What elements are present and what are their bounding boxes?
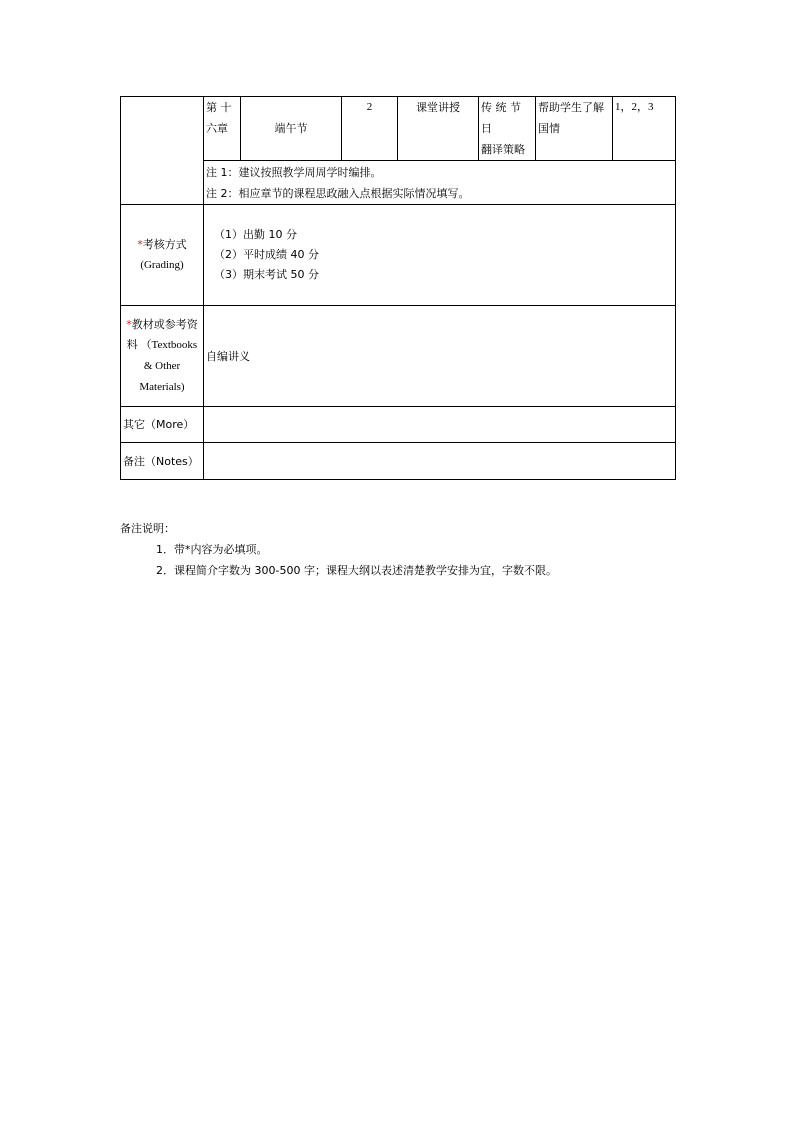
chapter-line-2: 六章 — [206, 122, 228, 135]
grading-content-cell — [204, 205, 676, 306]
textbooks-value: 自编讲义 — [204, 306, 676, 407]
grading-row — [121, 205, 676, 306]
textbooks-label-line-2: 料 （Textbooks — [126, 339, 198, 351]
syllabus-table — [120, 96, 676, 480]
textbooks-label-line-1: 教材或参考资 — [131, 318, 198, 331]
textbooks-label-line-4: Materials) — [139, 381, 185, 393]
method-cell: 课堂讲授 — [398, 97, 479, 161]
required-asterisk: * — [126, 318, 132, 331]
required-asterisk: * — [137, 238, 143, 251]
textbooks-label-line-3: & Other — [143, 360, 181, 372]
grading-label: 考核方式 — [142, 238, 187, 251]
more-value — [204, 407, 676, 443]
objectives-cell: 1，2，3 — [613, 97, 676, 161]
textbooks-row — [121, 306, 676, 407]
footnote-item-1: 1．带*内容为必填项。 — [156, 543, 268, 556]
footnote-item-2: 2．课程简介字数为 300-500 字；课程大纲以表述清楚教学安排为宜，字数不限。 — [156, 564, 557, 577]
grading-label-en: (Grading) — [140, 259, 184, 271]
ideology-cell — [536, 97, 613, 161]
note-1: 注 1：建议按照教学周周学时编排。 — [206, 165, 382, 179]
remarks-label: 备注（Notes） — [121, 443, 204, 480]
footnotes-title: 备注说明： — [120, 522, 175, 535]
hours-cell: 2 — [342, 97, 398, 161]
grading-label-cell — [121, 205, 204, 306]
chapter-row — [121, 97, 676, 161]
remarks-value — [204, 443, 676, 480]
grading-item-1: （1）出勤 10 分 — [214, 228, 297, 241]
grading-item-2: （2）平时成绩 40 分 — [214, 248, 319, 261]
topic-cell: 端午节 — [241, 97, 342, 161]
chapter-line-1: 第 十 — [206, 101, 232, 114]
key-point-cell — [479, 97, 536, 161]
remarks-row — [121, 443, 676, 480]
chapter-cell — [204, 97, 241, 161]
key-point-line-2: 翻译策略 — [481, 143, 525, 156]
grading-item-3: （3）期末考试 50 分 — [214, 268, 319, 281]
ideology-line-2: 国情 — [538, 122, 560, 135]
footnotes — [120, 518, 557, 581]
key-point-line-1: 传 统 节 日 — [481, 101, 521, 135]
notes-cell — [204, 161, 676, 205]
textbooks-label-cell — [121, 306, 204, 407]
left-blank-cell — [121, 97, 204, 205]
notes-row — [121, 161, 676, 205]
ideology-line-1: 帮助学生了解 — [538, 101, 604, 114]
more-row — [121, 407, 676, 443]
more-label: 其它（More） — [121, 407, 204, 443]
note-2: 注 2：相应章节的课程思政融入点根据实际情况填写。 — [206, 186, 470, 200]
